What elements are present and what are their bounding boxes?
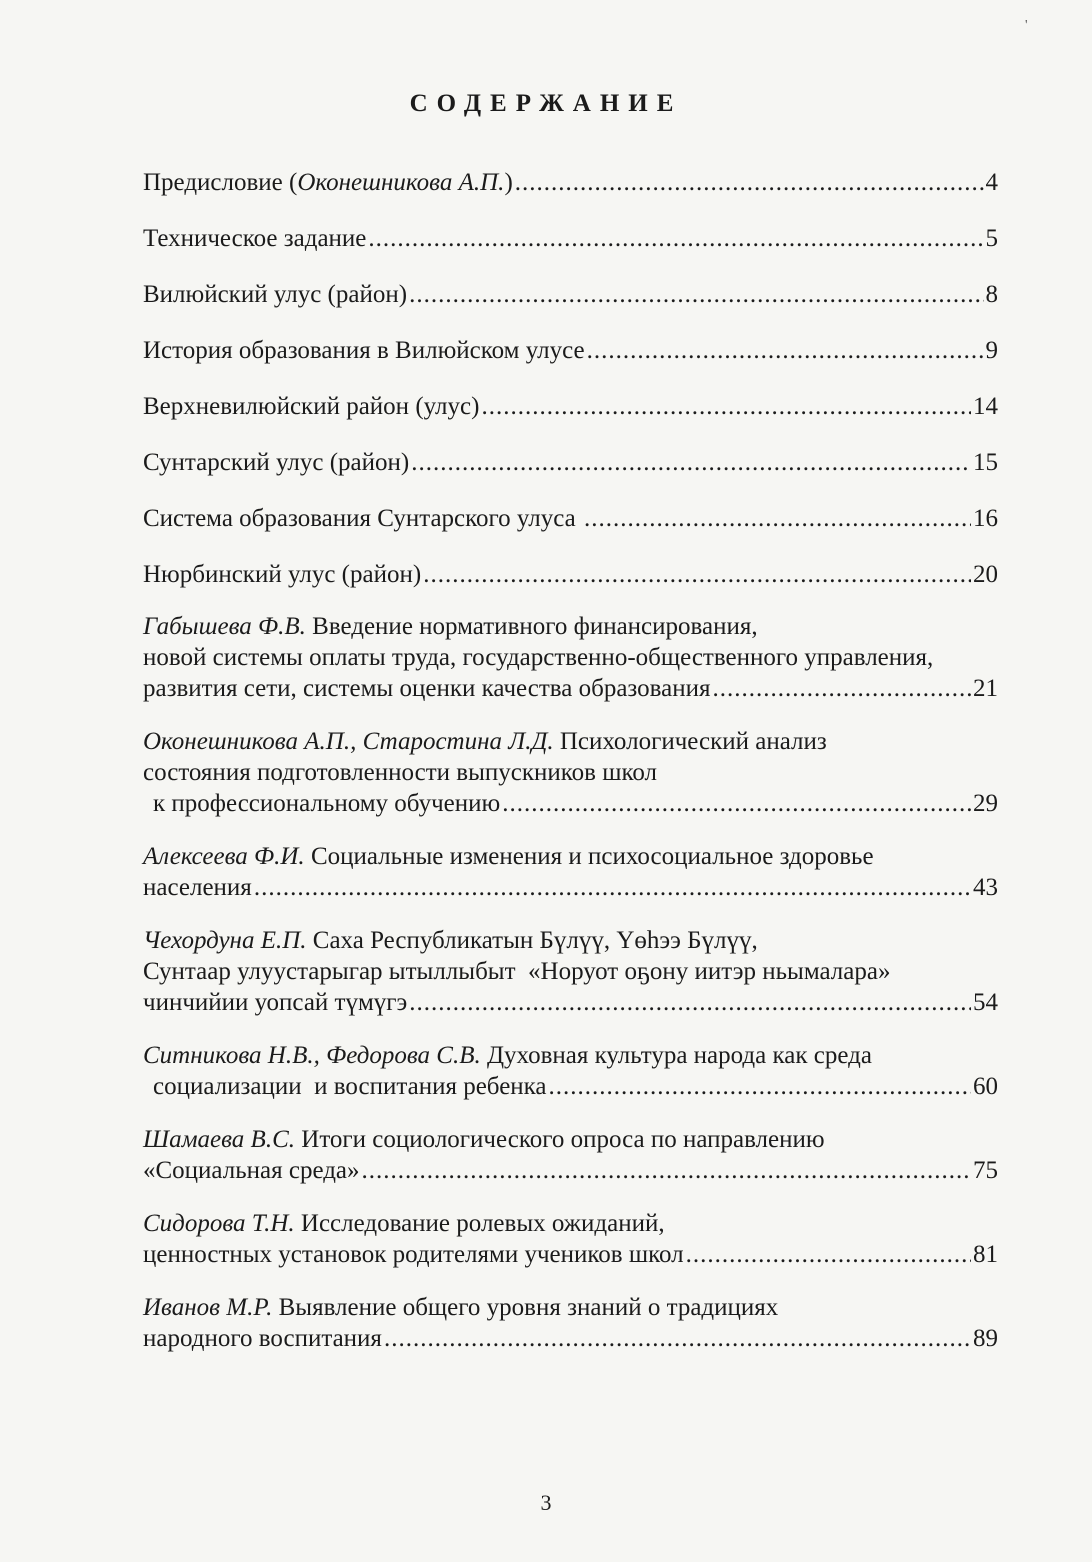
dot-leader <box>502 788 971 819</box>
toc-page-number: 20 <box>973 561 998 588</box>
toc-page-number: 9 <box>985 337 998 364</box>
page-title: СОДЕРЖАНИЕ <box>409 90 683 117</box>
toc-entry <box>143 391 998 422</box>
toc-text: Социальные изменения и психосоциальное здоровье <box>304 843 874 870</box>
toc-line <box>143 956 998 987</box>
dot-leader <box>362 1155 971 1186</box>
toc-text: «Социальная среда» <box>143 1157 360 1184</box>
toc-text: ) <box>504 169 513 196</box>
toc-page-number: 54 <box>973 989 998 1016</box>
toc-line <box>143 611 998 642</box>
dot-leader <box>584 503 971 534</box>
toc-entry <box>143 611 998 704</box>
toc-line <box>143 841 998 872</box>
toc-page-number: 16 <box>973 505 998 532</box>
toc-text: История образования в Вилюйском улусе <box>143 337 585 364</box>
toc-entry <box>143 447 998 478</box>
toc-entry <box>143 1124 998 1186</box>
toc-line <box>143 1124 998 1155</box>
toc-text: Нюрбинский улус (район) <box>143 561 422 588</box>
toc-line-text <box>143 872 252 903</box>
toc-line <box>143 1040 998 1071</box>
toc-author: Чехордуна Е.П. <box>143 927 307 954</box>
corner-mark: ' <box>1025 18 1028 33</box>
toc-entry <box>143 1292 998 1354</box>
toc-line-text <box>143 956 890 987</box>
dot-leader <box>423 559 971 590</box>
page-number: 3 <box>540 1490 552 1515</box>
dot-leader <box>515 167 984 198</box>
toc-line-text <box>143 335 585 366</box>
toc-text: Выявление общего уровня знаний о традициях <box>272 1294 779 1321</box>
dot-leader <box>384 1323 971 1354</box>
toc-line-text <box>143 757 657 788</box>
toc-line-text <box>143 925 758 956</box>
toc-line-text <box>143 726 827 757</box>
toc-entry <box>143 223 998 254</box>
toc-text: чинчийии уопсай түмүгэ <box>143 989 408 1016</box>
toc-line <box>143 987 998 1018</box>
toc-text: населения <box>143 874 252 901</box>
toc-page-number: 14 <box>973 393 998 420</box>
toc-entry <box>143 841 998 903</box>
toc-text: развития сети, системы оценки качества образования <box>143 675 711 702</box>
toc-line-text <box>143 987 407 1018</box>
toc-author: Алексеева Ф.И. <box>143 843 305 870</box>
toc-author: Габышева Ф.В. <box>143 613 306 640</box>
toc-entry <box>143 1208 998 1270</box>
toc-line-text <box>143 1208 665 1239</box>
toc-text: Система образования Сунтарского улуса <box>143 505 583 532</box>
toc-text: Техническое задание <box>143 225 367 252</box>
toc-entry <box>143 1040 998 1102</box>
toc-line-text <box>153 788 500 819</box>
toc-text: Сунтаар улуустарыгар ытыллыбыт «Норуот оҕону иитэр ньымалара» <box>143 958 891 985</box>
toc-author: Оконешникова А.П. <box>297 169 505 196</box>
toc-line-text <box>153 1071 547 1102</box>
toc-entry <box>143 559 998 590</box>
toc-line-text <box>143 1155 360 1186</box>
toc-text: к профессиональному обучению <box>153 790 501 817</box>
toc-entry <box>143 167 998 198</box>
toc-line-text <box>143 503 582 534</box>
toc-text: Вилюйский улус (район) <box>143 281 408 308</box>
toc-entry <box>143 335 998 366</box>
toc-page-number: 4 <box>985 169 998 196</box>
toc-author: Иванов М.Р. <box>143 1294 273 1321</box>
toc-page-number: 43 <box>973 874 998 901</box>
dot-leader <box>368 223 983 254</box>
toc-line-text <box>143 1040 872 1071</box>
toc-line <box>143 391 998 422</box>
toc-line-text <box>143 611 758 642</box>
toc-line <box>143 642 998 673</box>
toc-line-text <box>143 642 933 673</box>
toc-entry <box>143 925 998 1018</box>
toc-line <box>143 1155 998 1186</box>
toc-line-text <box>143 559 421 590</box>
toc-page-number: 29 <box>973 790 998 817</box>
toc-line-text <box>143 447 409 478</box>
toc-line-text <box>143 223 366 254</box>
toc-entry <box>143 503 998 534</box>
toc-line-text <box>143 673 710 704</box>
dot-leader <box>409 279 983 310</box>
toc-line <box>143 447 998 478</box>
dot-leader <box>686 1239 971 1270</box>
toc-author: Шамаева В.С. <box>143 1126 296 1153</box>
dot-leader <box>587 335 984 366</box>
toc-line <box>143 335 998 366</box>
toc-entry <box>143 726 998 819</box>
toc-line <box>143 1323 998 1354</box>
toc-author: Оконешникова А.П., Старостина Л.Д. <box>143 728 554 755</box>
dot-leader <box>481 391 971 422</box>
toc-page-number: 81 <box>973 1241 998 1268</box>
toc-line <box>143 788 998 819</box>
toc-line-text <box>143 1323 382 1354</box>
dot-leader <box>549 1071 971 1102</box>
toc-line-text <box>143 1292 778 1323</box>
toc-text: состояния подготовленности выпускников школ <box>143 759 657 786</box>
toc-text: народного воспитания <box>143 1325 382 1352</box>
toc-text: Сунтарский улус (район) <box>143 449 410 476</box>
toc-line <box>143 925 998 956</box>
toc-line-text <box>143 1239 684 1270</box>
toc-line <box>143 559 998 590</box>
toc-page-number: 60 <box>973 1073 998 1100</box>
toc-text: ценностных установок родителями учеников школ <box>143 1241 684 1268</box>
toc-page-number: 21 <box>973 675 998 702</box>
toc-page-number: 75 <box>973 1157 998 1184</box>
toc-text: социализации и воспитания ребенка <box>153 1073 547 1100</box>
toc-line <box>143 872 998 903</box>
toc-line <box>143 726 998 757</box>
table-of-contents <box>143 167 998 1354</box>
toc-text: Саха Республикатын Бүлүү, Үөһээ Бүлүү, <box>306 927 758 954</box>
toc-page-number: 89 <box>973 1325 998 1352</box>
toc-line <box>143 757 998 788</box>
toc-line-text <box>143 391 479 422</box>
dot-leader <box>712 673 971 704</box>
toc-author: Сидорова Т.Н. <box>143 1210 295 1237</box>
toc-line <box>143 1292 998 1323</box>
toc-text: Введение нормативного финансирования, <box>305 613 758 640</box>
toc-text: Духовная культура народа как среда <box>480 1042 872 1069</box>
dot-leader <box>409 987 971 1018</box>
toc-text: Исследование ролевых ожиданий, <box>294 1210 665 1237</box>
toc-line <box>143 1071 998 1102</box>
toc-line <box>143 673 998 704</box>
toc-line <box>143 1208 998 1239</box>
toc-line <box>143 167 998 198</box>
toc-author: Ситникова Н.В., Федорова С.В. <box>143 1042 481 1069</box>
toc-line <box>143 1239 998 1270</box>
toc-text: Верхневилюйский район (улус) <box>143 393 480 420</box>
toc-text: новой системы оплаты труда, государственно-общественного управления, <box>143 644 934 671</box>
toc-entry <box>143 279 998 310</box>
dot-leader <box>411 447 971 478</box>
toc-line-text <box>143 279 407 310</box>
toc-line-text <box>143 167 513 198</box>
toc-line <box>143 223 998 254</box>
toc-text: Психологический анализ <box>553 728 827 755</box>
toc-page-number: 15 <box>973 449 998 476</box>
toc-page-number: 5 <box>985 225 998 252</box>
toc-page-number: 8 <box>985 281 998 308</box>
toc-line-text <box>143 841 874 872</box>
toc-line <box>143 503 998 534</box>
toc-text: Итоги социологического опроса по направлению <box>295 1126 825 1153</box>
toc-line <box>143 279 998 310</box>
toc-line-text <box>143 1124 825 1155</box>
dot-leader <box>254 872 971 903</box>
toc-text: Предисловие ( <box>143 169 298 196</box>
